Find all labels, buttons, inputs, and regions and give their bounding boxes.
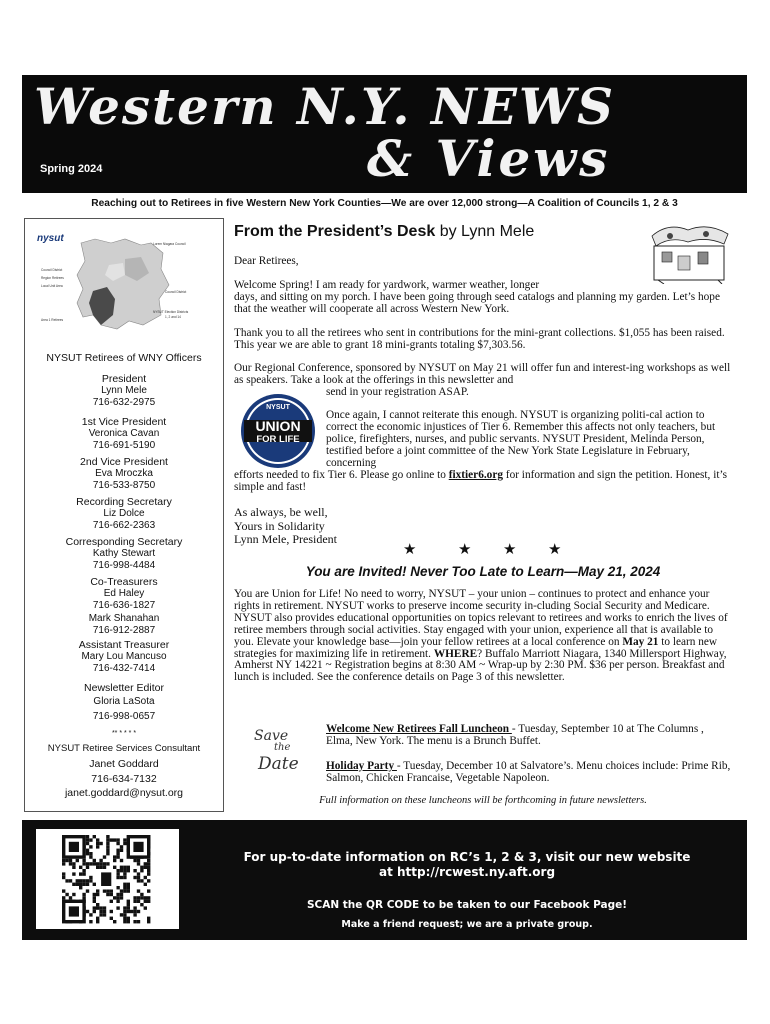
save-the-date-graphic — [244, 728, 312, 782]
p3-end: send in your registration ASAP. — [326, 386, 469, 398]
officer-role: Corresponding Secretary — [65, 536, 183, 548]
officer-role: Recording Secretary — [76, 496, 172, 508]
svg-text:1, 2 and 14: 1, 2 and 14 — [165, 315, 181, 319]
officer-phone: 716-998-4484 — [92, 560, 156, 572]
star-icon: ★ — [403, 542, 417, 558]
council-map-image — [33, 229, 213, 339]
holiday-party-title: Holiday Party — [326, 760, 397, 772]
p4-end-pre: efforts needed to fix Tier 6. Please go online to — [234, 469, 449, 481]
officer-phone: 716-691-5190 — [92, 440, 156, 452]
svg-text:Council District: Council District — [41, 268, 63, 272]
qr-code-graphic[interactable] — [36, 829, 179, 929]
closing-line1: As always, be well, — [234, 505, 328, 519]
invite-title: You are Invited! Never Too Late to Learn—May 21, 2024 — [305, 564, 661, 579]
greeting: Dear Retirees, — [234, 255, 299, 267]
officer-recording-secretary — [25, 496, 223, 533]
p2: Thank you to all the retirees who sent in contributions for the mini-grant collections. $1,055 has been raised. This year we are able to grant 18 mini-grants totaling $7,303.56. — [234, 327, 725, 351]
officer-name: Kathy Stewart — [92, 548, 156, 560]
desk-clipart — [648, 222, 732, 284]
invite-body-post: ? Buffalo Marriott Niagara, 1340 Millersport Highway, Amherst NY 14221 ~ Registration begins at 8:30 AM ~ Wrap-up by 2:30 PM. $36 per person. Breakfast and lunch is included. See the conference details on Page 3 of this newsletter. — [234, 647, 727, 684]
officer-phone: 716-533-8750 — [92, 480, 156, 492]
invite-body-pre: You are Union for Life! No need to worry, NYSUT – your union – continues to protect and enhance your rights in retirement. NYSUT works to preserve income security in-cluding Social Security and Medicare. NYSUT also provides educational opportunities on topics relevant to retirees and works to enrich the lives of retiree members through social activities. Stay engaged with your union, experience all that is available to you. Elevate your knowledge base—join your fellow retirees at a local conference on — [234, 588, 728, 648]
svg-text:Council District: Council District — [165, 290, 187, 294]
officer-phone: 716-912-2887 — [92, 624, 156, 636]
p4-end-post: for information and sign the petition. Honest, it’s simple and fast! — [234, 469, 728, 493]
luncheon-1 — [326, 724, 732, 748]
officer-phone: 716-432-7414 — [92, 663, 156, 675]
invite-body-mid: to learn new strategies for maximizing life in retirement. — [234, 635, 718, 660]
footer-line3: SCAN the QR CODE to be taken to our Facebook Page! — [306, 899, 628, 911]
officer-1st-vice-president — [25, 416, 223, 453]
officer-role: 1st Vice President — [81, 416, 167, 428]
footer-line4: Make a friend request; we are a private group. — [341, 919, 593, 930]
masthead-title-line2: & Views — [367, 129, 611, 188]
officer-name: Veronica Cavan — [88, 428, 160, 440]
star-icon: ★ — [503, 542, 517, 558]
consultant-phone: 716-634-7132 — [91, 773, 157, 785]
union-logo-line1: UNION — [255, 418, 301, 434]
officer-co-treasurers — [25, 576, 223, 637]
holiday-party-text: - Tuesday, December 10 at Salvatore’s. Menu choices include: Prime Rib, Salmon, Chicken Francaise, Vegetable Napoleon. — [326, 760, 731, 784]
star-icon: ★ — [548, 542, 562, 558]
union-logo-line2: FOR LIFE — [256, 434, 300, 445]
officer-role: Assistant Treasurer — [78, 639, 170, 651]
the-text: the — [274, 742, 291, 753]
fixtier6-link[interactable]: fixtier6.org — [448, 469, 503, 481]
union-logo-nysut: NYSUT — [266, 404, 290, 411]
p1-line1: Welcome Spring! I am ready for yardwork, warmer weather, longer — [234, 279, 540, 291]
map-logo-text: nysut — [37, 233, 64, 244]
officer-role: Co-Treasurers — [90, 576, 158, 588]
save-text: Save — [254, 728, 289, 744]
officer-role: Newsletter Editor — [84, 682, 164, 694]
headline-byline: by Lynn Mele — [435, 223, 535, 240]
svg-text:Local Unit Area: Local Unit Area — [41, 284, 63, 288]
svg-text:Region Retirees: Region Retirees — [41, 276, 64, 280]
star-icon: ★ — [458, 542, 472, 558]
officers-sidebar — [24, 218, 224, 812]
edition-label: Spring 2024 — [40, 163, 103, 175]
svg-text:NYSUT Election Districts: NYSUT Election Districts — [153, 310, 189, 314]
consultant-email[interactable]: janet.goddard@nysut.org — [64, 787, 184, 799]
p4-end — [234, 470, 732, 494]
officer-name: Eva Mroczka — [95, 468, 153, 480]
footer-line1: For up-to-date information on RC’s 1, 2 & 3, visit our new website — [243, 850, 691, 864]
qr-code[interactable] — [36, 829, 179, 929]
officer-phone: 716-636-1827 — [92, 600, 156, 612]
county-map-graphic — [33, 229, 213, 339]
officer-name: Mary Lou Mancuso — [81, 651, 167, 663]
officer-role: President — [101, 373, 147, 385]
officers-title: NYSUT Retirees of WNY Officers — [46, 352, 202, 364]
masthead — [22, 75, 747, 193]
officer-newsletter-editor — [25, 682, 223, 724]
closing — [234, 506, 337, 547]
officer-name: Ed Haley — [103, 588, 145, 600]
svg-text:Area 1 Retirees: Area 1 Retirees — [41, 318, 64, 322]
headline-text: From the President’s Desk — [234, 223, 436, 240]
officer-name: Liz Dolce — [103, 508, 145, 520]
president-headline — [234, 223, 534, 241]
tagline: Reaching out to Retirees in five Western New York Counties—We are over 12,000 strong—A Coalition of Councils 1, 2 & 3 — [91, 198, 678, 209]
officer-2nd-vice-president — [25, 456, 223, 493]
officer-phone: 716-998-0657 — [92, 711, 156, 723]
p4: Once again, I cannot reiterate this enough. NYSUT is organizing politi-cal action to correct the economic injustices of Tier 6. Remember this affects not only teachers, but police, firefighters, nurses, and public servants. NYSUT President, Melinda Person, testified before a joint committee of the New York State Legislature in February, concerning — [326, 409, 716, 469]
officer-assistant-treasurer — [25, 639, 223, 676]
closing-line2: Yours in Solidarity — [234, 518, 325, 533]
officer-phone: 716-632-2975 — [92, 397, 156, 409]
officer-president — [25, 373, 223, 410]
officer-name: Lynn Mele — [101, 385, 147, 397]
date-text: Date — [258, 754, 299, 774]
invite-date: May 21 — [622, 635, 659, 648]
luncheon-1-text: - Tuesday, September 10 at The Columns , Elma, New York. The menu is a Brunch Buffet. — [326, 723, 704, 747]
consultant-title: NYSUT Retiree Services Consultant — [47, 743, 201, 754]
p1-rest: days, and sitting on my porch. I have been going through seed catalogs and planning my garden. Let’s hope that the weather will cooperate all across Western New York. — [234, 291, 720, 315]
officer-role: 2nd Vice President — [80, 456, 168, 468]
holiday-party — [326, 761, 732, 785]
officer-name: Gloria LaSota — [93, 696, 155, 708]
consultant-name: Janet Goddard — [89, 758, 159, 770]
invite-body — [234, 589, 732, 684]
officer-phone: 716-662-2363 — [92, 520, 156, 532]
invite-where: WHERE — [433, 647, 478, 660]
luncheon-1-title: Welcome New Retirees Fall Luncheon — [326, 723, 512, 735]
p3: Our Regional Conference, sponsored by NYSUT on May 21 will offer fun and interest-ing workshops as well as speakers. Take a look at the offerings in this newsletter and — [234, 362, 731, 386]
luncheon-note: Full information on these luncheons will be forthcoming in future newsletters. — [319, 795, 647, 806]
closing-line3: Lynn Mele, President — [234, 532, 337, 546]
officer-corresponding-secretary — [25, 536, 223, 573]
svg-text:Lorem Niagara Council: Lorem Niagara Council — [153, 242, 186, 246]
masthead-title-line1: Western N.Y. NEWS — [34, 77, 616, 136]
footer-banner — [22, 820, 747, 940]
union-for-life-logo — [236, 392, 320, 470]
sidebar-divider: ** * * * * — [111, 730, 137, 737]
footer-website[interactable]: at http://rcwest.ny.aft.org — [378, 865, 556, 879]
officer-name: Mark Shanahan — [88, 612, 160, 624]
